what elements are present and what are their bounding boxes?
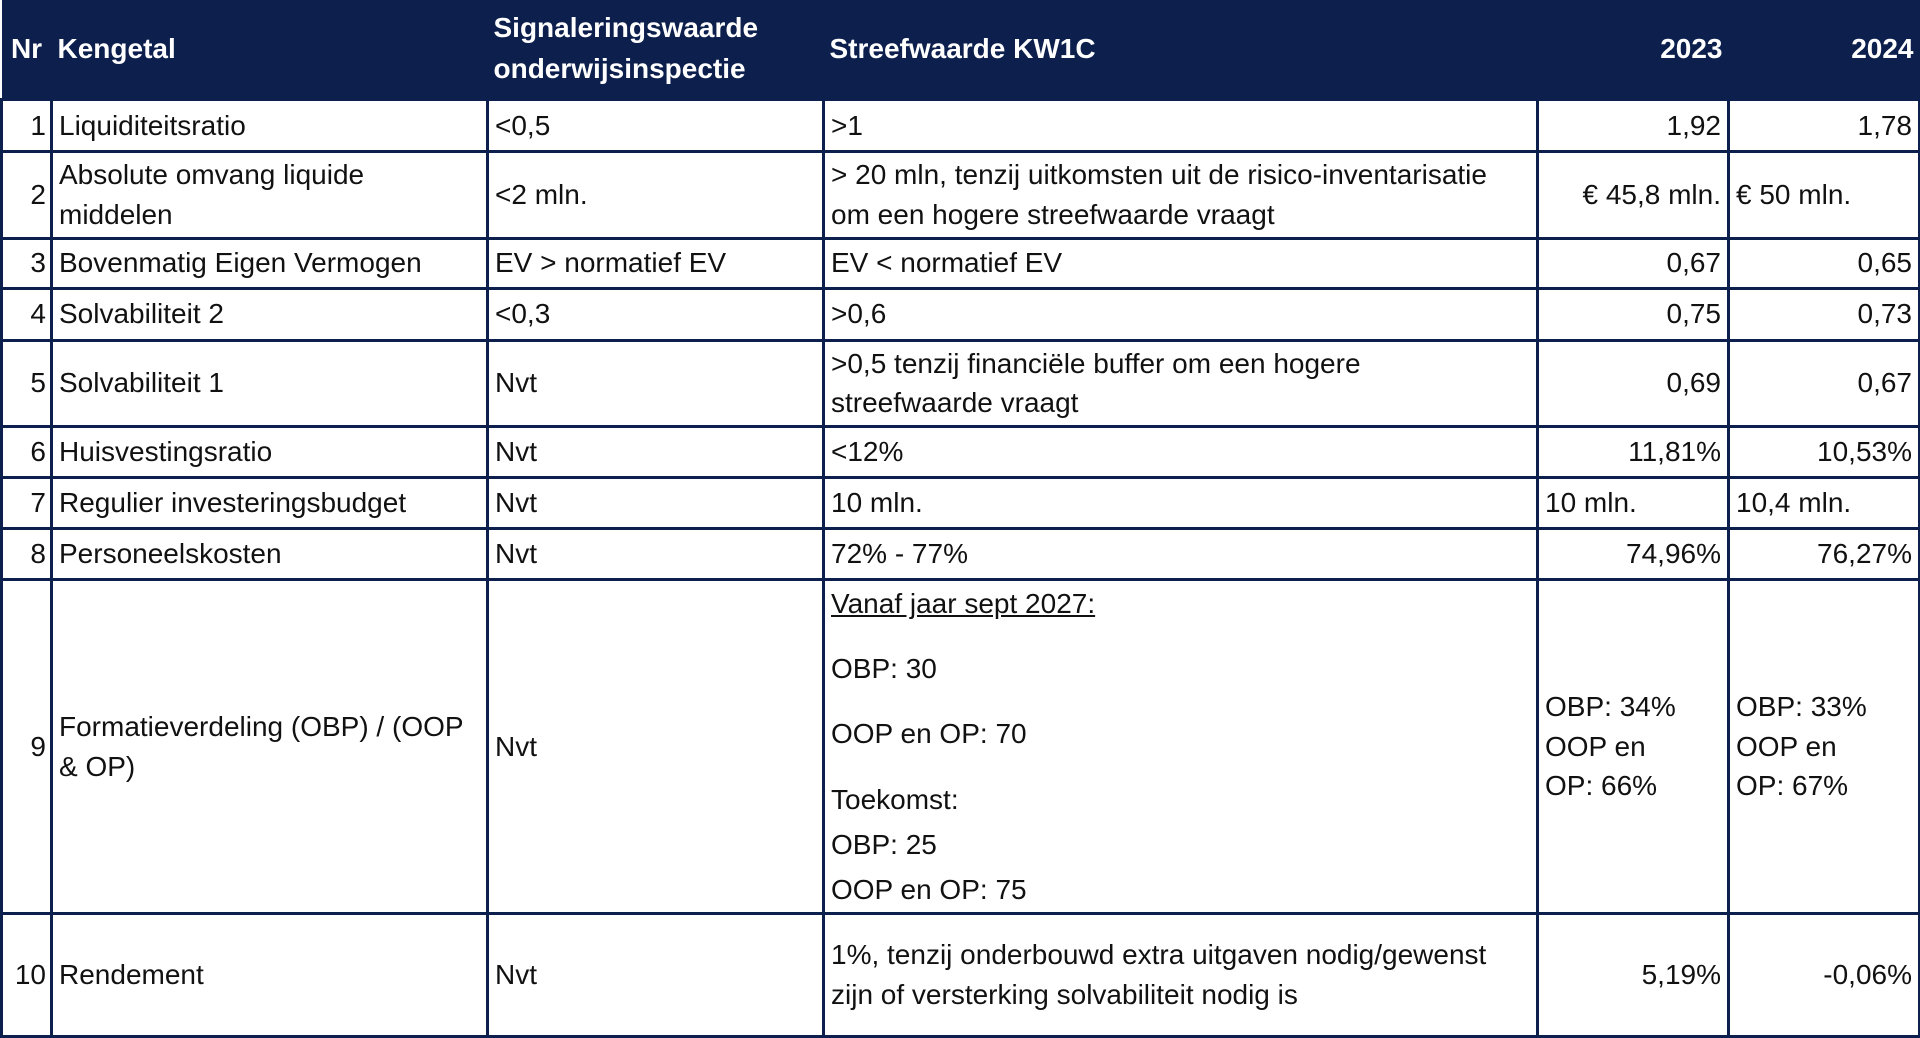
header-kengetal: Kengetal: [52, 0, 488, 100]
cell-signalering: <0,5: [488, 100, 824, 152]
cell-streefwaarde: 1%, tenzij onderbouwd extra uitgaven nodig/gewenst zijn of versterking solvabiliteit nodig is: [824, 914, 1538, 1037]
cell-2024: € 50 mln.: [1729, 152, 1920, 239]
streefwaarde-heading: Vanaf jaar sept 2027:: [831, 587, 1096, 619]
table-row: [2, 288, 1920, 340]
cell-2024: [1729, 580, 1920, 914]
cell-kengetal: Huisvestingsratio: [52, 427, 488, 478]
cell-signalering: EV > normatief EV: [488, 238, 824, 288]
table-row: [2, 238, 1920, 288]
header-signaleringswaarde: Signaleringswaarde onderwijsinspectie: [488, 0, 824, 100]
cell-2024: 0,73: [1729, 288, 1920, 340]
cell-streefwaarde: > 20 mln, tenzij uitkomsten uit de risico-inventarisatie om een hogere streefwaarde vraagt: [824, 152, 1538, 239]
cell-streefwaarde: >0,6: [824, 288, 1538, 340]
cell-2023: 10 mln.: [1538, 478, 1729, 529]
cell-signalering: Nvt: [488, 580, 824, 914]
cell-signalering: Nvt: [488, 529, 824, 580]
cell-2023: 11,81%: [1538, 427, 1729, 478]
header-streefwaarde: Streefwaarde KW1C: [824, 0, 1538, 100]
cell-nr: 6: [2, 427, 52, 478]
table-row: [2, 478, 1920, 529]
cell-signalering: Nvt: [488, 914, 824, 1037]
value-line: OBP: 34%: [1545, 690, 1676, 722]
cell-2024: 76,27%: [1729, 529, 1920, 580]
cell-2023: 0,67: [1538, 238, 1729, 288]
cell-2023: 0,75: [1538, 288, 1729, 340]
cell-streefwaarde: >0,5 tenzij financiële buffer om een hogere streefwaarde vraagt: [824, 340, 1538, 427]
cell-2023: 0,69: [1538, 340, 1729, 427]
cell-2024: 0,65: [1729, 238, 1920, 288]
value-line: OOP en: [1545, 730, 1646, 762]
value-line: OP: 67%: [1736, 770, 1849, 802]
cell-2024: 1,78: [1729, 100, 1920, 152]
cell-2023: 74,96%: [1538, 529, 1729, 580]
cell-2024: -0,06%: [1729, 914, 1920, 1037]
cell-kengetal: Formatieverdeling (OBP) / (OOP & OP): [52, 580, 488, 914]
cell-kengetal: Solvabiliteit 1: [52, 340, 488, 427]
table-row: [2, 529, 1920, 580]
cell-kengetal: Regulier investeringsbudget: [52, 478, 488, 529]
cell-nr: 7: [2, 478, 52, 529]
cell-2023: 1,92: [1538, 100, 1729, 152]
cell-signalering: <2 mln.: [488, 152, 824, 239]
header-2023: 2023: [1538, 0, 1729, 100]
cell-streefwaarde: <12%: [824, 427, 1538, 478]
cell-signalering: Nvt: [488, 340, 824, 427]
streefwaarde-line: OOP en OP: 75: [831, 873, 1027, 905]
streefwaarde-line: OOP en OP: 70: [831, 718, 1027, 750]
streefwaarde-line: OBP: 30: [831, 653, 937, 685]
value-line: OP: 66%: [1545, 770, 1658, 802]
cell-2023: 5,19%: [1538, 914, 1729, 1037]
table-row: [2, 100, 1920, 152]
cell-signalering: Nvt: [488, 478, 824, 529]
cell-kengetal: Liquiditeitsratio: [52, 100, 488, 152]
table-row: [2, 427, 1920, 478]
table-row: [2, 580, 1920, 914]
value-line: OOP en: [1736, 730, 1837, 762]
cell-nr: 10: [2, 914, 52, 1037]
cell-kengetal: Rendement: [52, 914, 488, 1037]
header-nr: Nr: [2, 0, 52, 100]
streefwaarde-line: OBP: 25: [831, 828, 937, 860]
cell-streefwaarde: EV < normatief EV: [824, 238, 1538, 288]
cell-kengetal: Bovenmatig Eigen Vermogen: [52, 238, 488, 288]
cell-nr: 9: [2, 580, 52, 914]
cell-nr: 1: [2, 100, 52, 152]
header-2024: 2024: [1729, 0, 1920, 100]
cell-kengetal: Absolute omvang liquide middelen: [52, 152, 488, 239]
cell-nr: 4: [2, 288, 52, 340]
cell-2024: 10,4 mln.: [1729, 478, 1920, 529]
cell-2023: € 45,8 mln.: [1538, 152, 1729, 239]
value-line: OBP: 33%: [1736, 690, 1867, 722]
cell-kengetal: Personeelskosten: [52, 529, 488, 580]
cell-streefwaarde: 10 mln.: [824, 478, 1538, 529]
table-row: [2, 914, 1920, 1037]
cell-nr: 3: [2, 238, 52, 288]
header-row: [2, 0, 1920, 100]
cell-nr: 2: [2, 152, 52, 239]
cell-nr: 8: [2, 529, 52, 580]
cell-streefwaarde: [824, 580, 1538, 914]
cell-2023: [1538, 580, 1729, 914]
cell-streefwaarde: >1: [824, 100, 1538, 152]
cell-2024: 10,53%: [1729, 427, 1920, 478]
cell-kengetal: Solvabiliteit 2: [52, 288, 488, 340]
cell-signalering: Nvt: [488, 427, 824, 478]
cell-signalering: <0,3: [488, 288, 824, 340]
streefwaarde-line: Toekomst:: [831, 783, 959, 815]
cell-streefwaarde: 72% - 77%: [824, 529, 1538, 580]
cell-2024: 0,67: [1729, 340, 1920, 427]
table-row: [2, 340, 1920, 427]
table-row: [2, 152, 1920, 239]
cell-nr: 5: [2, 340, 52, 427]
